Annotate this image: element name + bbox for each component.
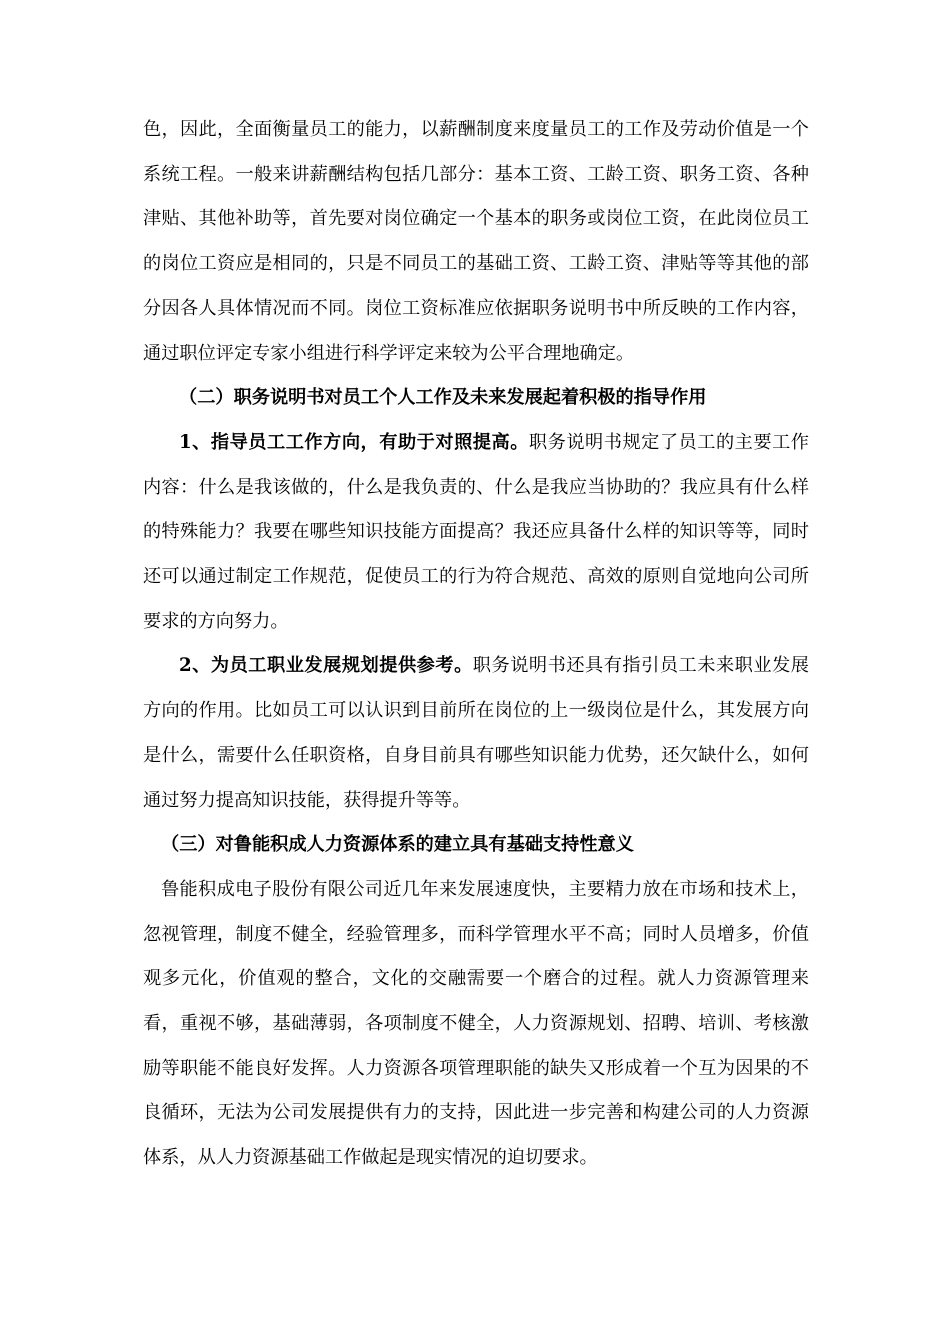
paragraph-career-planning <box>143 644 809 823</box>
paragraph-body-career-planning: 职务说明书还具有指引员工未来职业发展方向的作用。比如员工可以认识到目前所在岗位的上一级岗位是什么，其发展方向是什么，需要什么任职资格，自身目前具有哪些知识能力优势，还欠缺什么，如何通过努力提高知识技能，获得提升等等。 <box>143 655 809 811</box>
paragraph-body-guide-direction: 职务说明书规定了员工的主要工作内容：什么是我该做的，什么是我负责的、什么是我应当协助的？我应具有什么样的特殊能力？我要在哪些知识技能方面提高？我还应具备什么样的知识等等，同时还可以通过制定工作规范，促使员工的行为符合规范、高效的原则自觉地向公司所要求的方向努力。 <box>143 431 809 632</box>
section-heading-2: （二）职务说明书对员工个人工作及未来发展起着积极的指导作用 <box>179 387 707 409</box>
document-page <box>143 108 809 1181</box>
paragraph-guide-direction <box>143 421 809 645</box>
paragraph-hr-system: 鲁能积成电子股份有限公司近几年来发展速度快，主要精力放在市场和技术上，忽视管理，制度不健全，经验管理多，而科学管理水平不高；同时人员增多，价值观多元化，价值观的整合，文化的交融需要一个磨合的过程。就人力资源管理来看，重视不够，基础薄弱，各项制度不健全，人力资源规划、招聘、培训、考核激励等职能不能良好发挥。人力资源各项管理职能的缺失又形成着一个互为因果的不良循环，无法为公司发展提供有力的支持，因此进一步完善和构建公司的人力资源体系，从人力资源基础工作做起是现实情况的迫切要求。 <box>143 878 809 1169</box>
paragraph-lead-guide-direction: 1、指导员工工作方向，有助于对照提高。 <box>179 431 529 453</box>
paragraph-lead-career-planning: 2、为员工职业发展规划提供参考。 <box>179 655 473 677</box>
paragraph-salary-structure: 色，因此，全面衡量员工的能力，以薪酬制度来度量员工的工作及劳动价值是一个系统工程。一般来讲薪酬结构包括几部分：基本工资、工龄工资、职务工资、各种津贴、其他补助等，首先要对岗位确定一个基本的职务或岗位工资，在此岗位员工的岗位工资应是相同的，只是不同员工的基础工资、工龄工资、津贴等等其他的部分因各人具体情况而不同。岗位工资标准应依据职务说明书中所反映的工作内容，通过职位评定专家小组进行科学评定来较为公平合理地确定。 <box>143 119 809 364</box>
section-heading-3: （三）对鲁能积成人力资源体系的建立具有基础支持性意义 <box>161 834 634 856</box>
